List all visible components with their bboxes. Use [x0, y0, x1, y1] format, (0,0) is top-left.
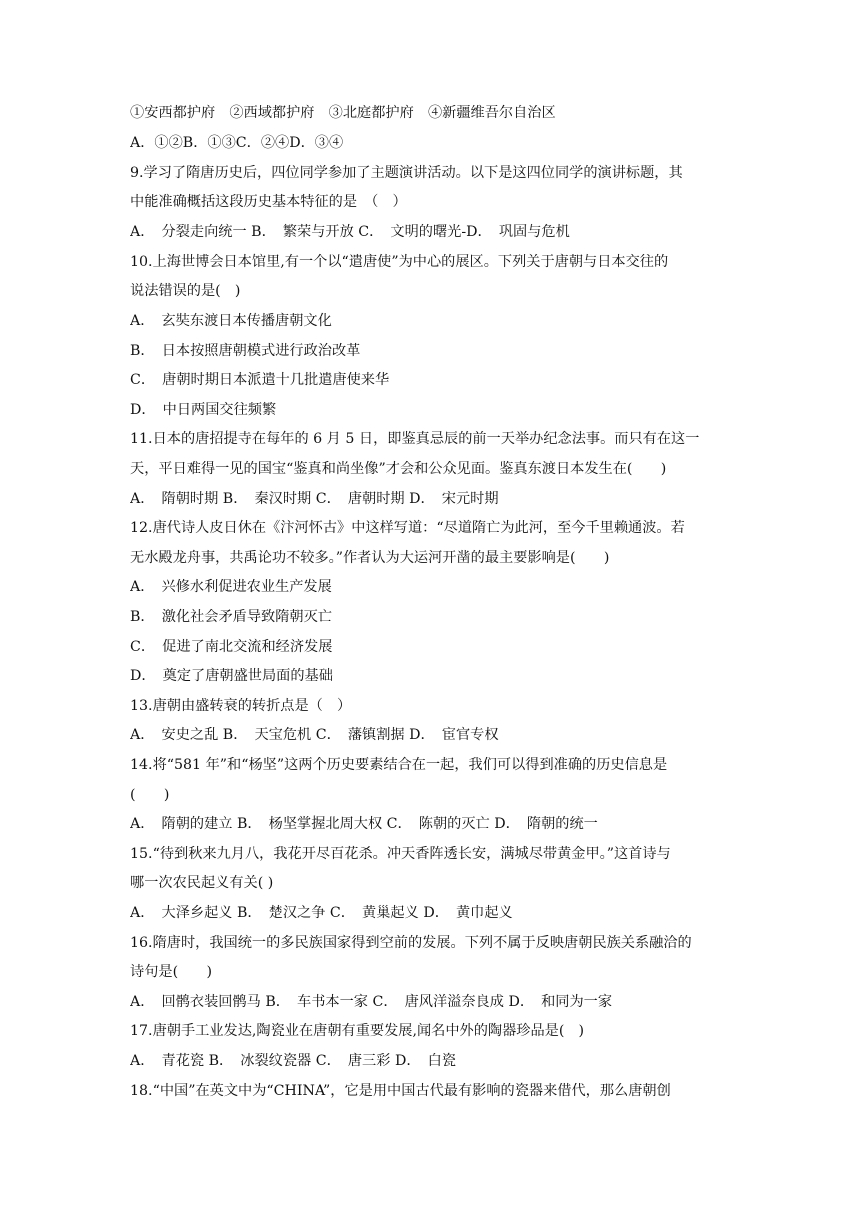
question-12-choice-b: B． 激化社会矛盾导致隋朝灭亡 — [130, 609, 332, 625]
question-10-choice-a: A． 玄奘东渡日本传播唐朝文化 — [130, 313, 332, 329]
question-10-stem-line-1: 10.上海世博会日本馆里,有一个以“遣唐使”为中心的展区。下列关于唐朝与日本交往的 — [130, 254, 669, 270]
question-11-choices: A． 隋朝时期 B． 秦汉时期 C． 唐朝时期 D． 宋元时期 — [130, 491, 499, 507]
question-17-stem: 17.唐朝手工业发达,陶瓷业在唐朝有重要发展,闻名中外的陶器珍品是( ) — [130, 1023, 585, 1039]
question-14-stem-line-2: ( ) — [130, 787, 170, 803]
question-11-stem-line-1: 11.日本的唐招提寺在每年的 6 月 5 日，即鉴真忌辰的前一天举办纪念法事。而只有在这一 — [130, 431, 700, 447]
question-13-stem: 13.唐朝由盛转衰的转折点是（ ） — [130, 698, 352, 714]
question-9-stem-line-1: 9.学习了隋唐历史后，四位同学参加了主题演讲活动。以下是这四位同学的演讲标题，其 — [130, 165, 683, 181]
question-8-options-text: ①安西都护府 ②西域都护府 ③北庭都护府 ④新疆维吾尔自治区 — [130, 105, 556, 121]
question-16-choices: A． 回鹘衣装回鹘马 B． 车书本一家 C． 唐风洋溢奈良成 D． 和同为一家 — [130, 994, 613, 1010]
question-10-choice-b: B． 日本按照唐朝模式进行政治改革 — [130, 343, 361, 359]
question-10-choice-c: C． 唐朝时期日本派遣十几批遣唐使来华 — [130, 372, 390, 388]
question-15-stem-line-2: 哪一次农民起义有关( ) — [130, 875, 274, 891]
question-16-stem-line-2: 诗句是( ) — [130, 964, 213, 980]
question-12-choice-d: D． 奠定了唐朝盛世局面的基础 — [130, 668, 333, 684]
question-14-stem-line-1: 14.将“581 年”和“杨坚”这两个历史要素结合在一起，我们可以得到准确的历史信息是 — [130, 757, 668, 773]
question-12-stem-line-1: 12.唐代诗人皮日休在《汴河怀古》中这样写道：“尽道隋亡为此河，至今千里赖通波。若 — [130, 520, 685, 536]
question-11-stem-line-2: 天，平日难得一见的国宝“鉴真和尚坐像”才会和公众见面。鉴真东渡日本发生在( ) — [130, 461, 667, 477]
question-13-choices: A． 安史之乱 B． 天宝危机 C． 藩镇割据 D． 宦官专权 — [130, 727, 499, 743]
question-12-choice-a: A． 兴修水利促进农业生产发展 — [130, 579, 332, 595]
question-15-choices: A． 大泽乡起义 B． 楚汉之争 C． 黄巢起义 D． 黄巾起义 — [130, 905, 513, 921]
question-10-choice-d: D． 中日两国交往频繁 — [130, 402, 277, 418]
question-9-stem-line-2: 中能准确概括这段历史基本特征的是 （ ） — [130, 194, 407, 210]
question-17-choices: A． 青花瓷 B． 冰裂纹瓷器 C． 唐三彩 D． 白瓷 — [130, 1053, 456, 1069]
question-10-stem-line-2: 说法错误的是( ) — [130, 283, 241, 299]
question-18-stem-line-1: 18.“中国”在英文中为“CHINA”，它是用中国古代最有影响的瓷器来借代，那么唐朝创 — [130, 1083, 671, 1099]
question-9-choices: A． 分裂走向统一 B． 繁荣与开放 C． 文明的曙光-D． 巩固与危机 — [130, 224, 570, 240]
question-15-stem-line-1: 15.“待到秋来九月八，我花开尽百花杀。冲天香阵透长安，满城尽带黄金甲。”这首诗与 — [130, 846, 671, 862]
question-14-choices: A． 隋朝的建立 B． 杨坚掌握北周大权 C． 陈朝的灭亡 D． 隋朝的统一 — [130, 816, 598, 832]
question-8-choices: A．①②B．①③C．②④D．③④ — [130, 135, 344, 151]
question-16-stem-line-1: 16.隋唐时，我国统一的多民族国家得到空前的发展。下列不属于反映唐朝民族关系融洽的 — [130, 935, 692, 951]
question-12-stem-line-2: 无水殿龙舟事，共禹论功不较多。”作者认为大运河开凿的最主要影响是( ) — [130, 550, 610, 566]
question-12-choice-c: C． 促进了南北交流和经济发展 — [130, 639, 333, 655]
